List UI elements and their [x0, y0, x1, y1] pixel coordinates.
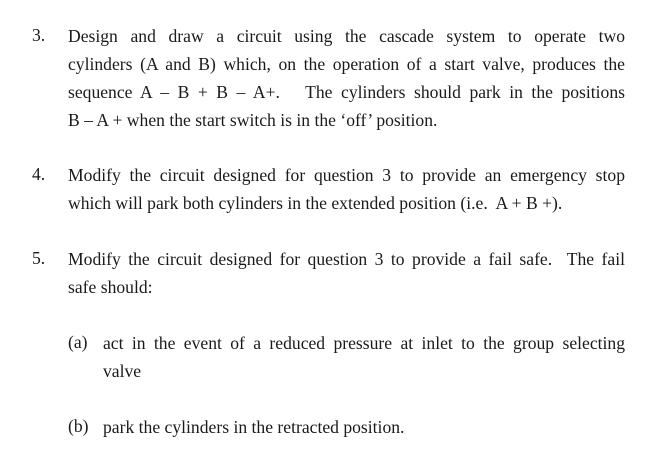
question-text-line: Design and draw a circuit using the cascade system to operate two: [68, 26, 625, 46]
subitem-label: (b): [68, 416, 89, 436]
subitem-text-line: act in the event of a reduced pressure at inlet to the group selecting: [103, 333, 625, 353]
question-number: 4.: [32, 164, 46, 184]
question-text-line: Modify the circuit designed for question 3 to provide an emergency stop: [68, 165, 625, 185]
subitem-text-line: valve: [103, 361, 142, 381]
question-text-line: safe should:: [68, 277, 153, 297]
question-number: 5.: [32, 248, 46, 268]
subitem-text-line: park the cylinders in the retracted position.: [103, 417, 405, 437]
subitem-label: (a): [68, 332, 88, 352]
question-text-line: which will park both cylinders in the extended position (i.e. A + B +).: [68, 193, 563, 213]
question-text-line: B – A + when the start switch is in the ‘off’ position.: [68, 110, 438, 130]
question-text-line: cylinders (A and B) which, on the operation of a start valve, produces the: [68, 54, 625, 74]
question-number: 3.: [32, 25, 46, 45]
question-text-line: Modify the circuit designed for question 3 to provide a fail safe. The fail: [68, 249, 625, 269]
question-text-line: sequence A – B + B – A+. The cylinders should park in the positions: [68, 82, 625, 102]
